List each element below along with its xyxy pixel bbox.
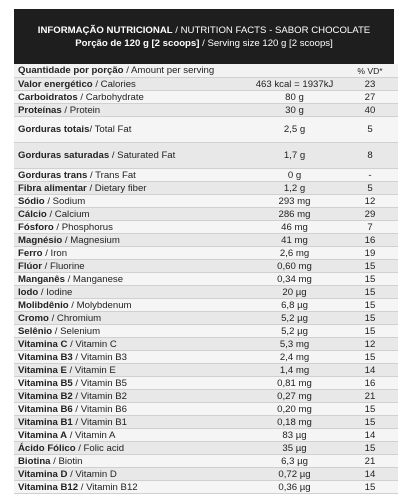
nutrient-label: Vitamina A / Vitamin A — [14, 429, 247, 442]
table-row — [14, 481, 398, 494]
table-row — [14, 468, 398, 481]
table-row — [14, 234, 398, 247]
header-serving: Porção de 120 g [2 scoops] / Serving size 120 g [2 scoops] — [75, 37, 333, 49]
nutrient-label: Manganês / Manganese — [14, 273, 247, 286]
table-row — [14, 390, 398, 403]
table-row — [14, 338, 398, 351]
nutrient-dv: 15 — [342, 273, 398, 286]
nutrient-amount: 80 g — [247, 91, 342, 104]
nutrient-amount: 0,20 mg — [247, 403, 342, 416]
table-row — [14, 429, 398, 442]
nutrient-dv: 14 — [342, 364, 398, 377]
nutrient-label: Valor energético / Calories — [14, 78, 247, 91]
nutrient-amount: 6,3 µg — [247, 455, 342, 468]
column-header-row — [14, 64, 398, 78]
nutrient-dv: 7 — [342, 221, 398, 234]
nutrient-label: Magnésio / Magnesium — [14, 234, 247, 247]
table-row — [14, 208, 398, 221]
nutrient-label: Vitamina D / Vitamin D — [14, 468, 247, 481]
table-row — [14, 312, 398, 325]
table-row — [14, 104, 398, 117]
column-header-label: Quantidade por porção / Amount per serving — [14, 64, 247, 78]
nutrient-amount: 83 µg — [247, 429, 342, 442]
nutrient-label: Vitamina B1 / Vitamin B1 — [14, 416, 247, 429]
nutrient-dv: 15 — [342, 260, 398, 273]
table-row — [14, 299, 398, 312]
nutrient-amount: 2,4 mg — [247, 351, 342, 364]
nutrient-label: Cromo / Chromium — [14, 312, 247, 325]
nutrient-dv: 21 — [342, 390, 398, 403]
nutrient-label: Molibdênio / Molybdenum — [14, 299, 247, 312]
table-row — [14, 273, 398, 286]
nutrient-dv: 14 — [342, 468, 398, 481]
nutrient-dv: 27 — [342, 91, 398, 104]
table-row — [14, 455, 398, 468]
nutrient-label: Biotina / Biotin — [14, 455, 247, 468]
nutrient-dv: 40 — [342, 104, 398, 117]
nutrient-dv: 15 — [342, 299, 398, 312]
nutrient-amount: 0 g — [247, 169, 342, 182]
nutrient-dv: 29 — [342, 208, 398, 221]
nutrient-amount: 5,3 mg — [247, 338, 342, 351]
nutrient-amount: 35 µg — [247, 442, 342, 455]
nutrient-amount: 1,2 g — [247, 182, 342, 195]
nutrient-label: Proteínas / Protein — [14, 104, 247, 117]
nutrient-dv: 15 — [342, 351, 398, 364]
nutrient-label: Vitamina B5 / Vitamin B5 — [14, 377, 247, 390]
nutrient-label: Fósforo / Phosphorus — [14, 221, 247, 234]
nutrient-dv: 15 — [342, 442, 398, 455]
nutrient-amount: 5,2 µg — [247, 312, 342, 325]
nutrient-amount: 5,2 µg — [247, 325, 342, 338]
table-row — [14, 247, 398, 260]
nutrient-amount: 2,5 g — [247, 117, 342, 143]
nutrient-dv: 16 — [342, 377, 398, 390]
table-row — [14, 260, 398, 273]
nutrient-amount: 463 kcal = 1937kJ — [247, 78, 342, 91]
nutrient-label: Gorduras totais/ Total Fat — [14, 117, 247, 143]
nutrient-dv: 23 — [342, 78, 398, 91]
nutrient-amount: 0,72 µg — [247, 468, 342, 481]
nutrient-amount: 30 g — [247, 104, 342, 117]
nutrient-amount: 6,8 µg — [247, 299, 342, 312]
nutrient-dv: - — [342, 169, 398, 182]
table-row — [14, 143, 398, 169]
nutrient-dv: 15 — [342, 403, 398, 416]
nutrient-dv: 14 — [342, 429, 398, 442]
table-row — [14, 78, 398, 91]
nutrient-dv: 8 — [342, 143, 398, 169]
nutrition-header — [14, 9, 394, 64]
nutrient-label: Fibra alimentar / Dietary fiber — [14, 182, 247, 195]
table-row — [14, 442, 398, 455]
nutrient-label: Iodo / Iodine — [14, 286, 247, 299]
nutrient-label: Selênio / Selenium — [14, 325, 247, 338]
nutrient-amount: 1,7 g — [247, 143, 342, 169]
nutrient-label: Vitamina E / Vitamin E — [14, 364, 247, 377]
nutrient-amount: 0,34 mg — [247, 273, 342, 286]
nutrient-label: Vitamina B3 / Vitamin B3 — [14, 351, 247, 364]
nutrient-dv: 12 — [342, 195, 398, 208]
table-row — [14, 377, 398, 390]
nutrient-dv: 16 — [342, 234, 398, 247]
nutrient-label: Sódio / Sodium — [14, 195, 247, 208]
nutrient-amount: 2,6 mg — [247, 247, 342, 260]
nutrient-amount: 0,81 mg — [247, 377, 342, 390]
nutrient-amount: 20 µg — [247, 286, 342, 299]
nutrient-dv: 12 — [342, 338, 398, 351]
nutrient-dv: 5 — [342, 182, 398, 195]
table-row — [14, 169, 398, 182]
nutrient-amount: 293 mg — [247, 195, 342, 208]
nutrient-dv: 5 — [342, 117, 398, 143]
nutrient-label: Flúor / Fluorine — [14, 260, 247, 273]
table-row — [14, 325, 398, 338]
nutrient-amount: 46 mg — [247, 221, 342, 234]
nutrient-label: Ácido Fólico / Folic acid — [14, 442, 247, 455]
nutrient-amount: 286 mg — [247, 208, 342, 221]
nutrient-amount: 0,27 mg — [247, 390, 342, 403]
nutrient-label: Vitamina B12 / Vitamin B12 — [14, 481, 247, 494]
nutrient-dv: 19 — [342, 247, 398, 260]
column-header-amount — [247, 64, 342, 78]
table-row — [14, 351, 398, 364]
nutrient-label: Cálcio / Calcium — [14, 208, 247, 221]
table-row — [14, 364, 398, 377]
nutrient-amount: 41 mg — [247, 234, 342, 247]
nutrient-label: Vitamina C / Vitamin C — [14, 338, 247, 351]
table-row — [14, 117, 398, 143]
nutrient-label: Carboidratos / Carbohydrate — [14, 91, 247, 104]
table-row — [14, 403, 398, 416]
nutrient-dv: 15 — [342, 286, 398, 299]
header-title: INFORMAÇÃO NUTRICIONAL / NUTRITION FACTS - SABOR CHOCOLATE — [37, 24, 371, 36]
table-row — [14, 182, 398, 195]
table-row — [14, 286, 398, 299]
nutrition-table — [14, 64, 398, 494]
nutrient-label: Ferro / Iron — [14, 247, 247, 260]
nutrient-label: Vitamina B6 / Vitamin B6 — [14, 403, 247, 416]
nutrient-amount: 0,18 mg — [247, 416, 342, 429]
nutrient-dv: 15 — [342, 325, 398, 338]
nutrient-amount: 1,4 mg — [247, 364, 342, 377]
table-row — [14, 195, 398, 208]
nutrition-facts-panel — [14, 9, 394, 493]
nutrient-dv: 15 — [342, 481, 398, 494]
nutrient-amount: 0,60 mg — [247, 260, 342, 273]
nutrient-label: Vitamina B2 / Vitamin B2 — [14, 390, 247, 403]
table-row — [14, 416, 398, 429]
table-row — [14, 91, 398, 104]
nutrient-label: Gorduras trans / Trans Fat — [14, 169, 247, 182]
nutrient-dv: 15 — [342, 416, 398, 429]
nutrient-label: Gorduras saturadas / Saturated Fat — [14, 143, 247, 169]
nutrient-dv: 15 — [342, 312, 398, 325]
nutrient-amount: 0,36 µg — [247, 481, 342, 494]
nutrient-dv: 21 — [342, 455, 398, 468]
column-header-dv: % VD* — [342, 64, 398, 78]
table-row — [14, 221, 398, 234]
